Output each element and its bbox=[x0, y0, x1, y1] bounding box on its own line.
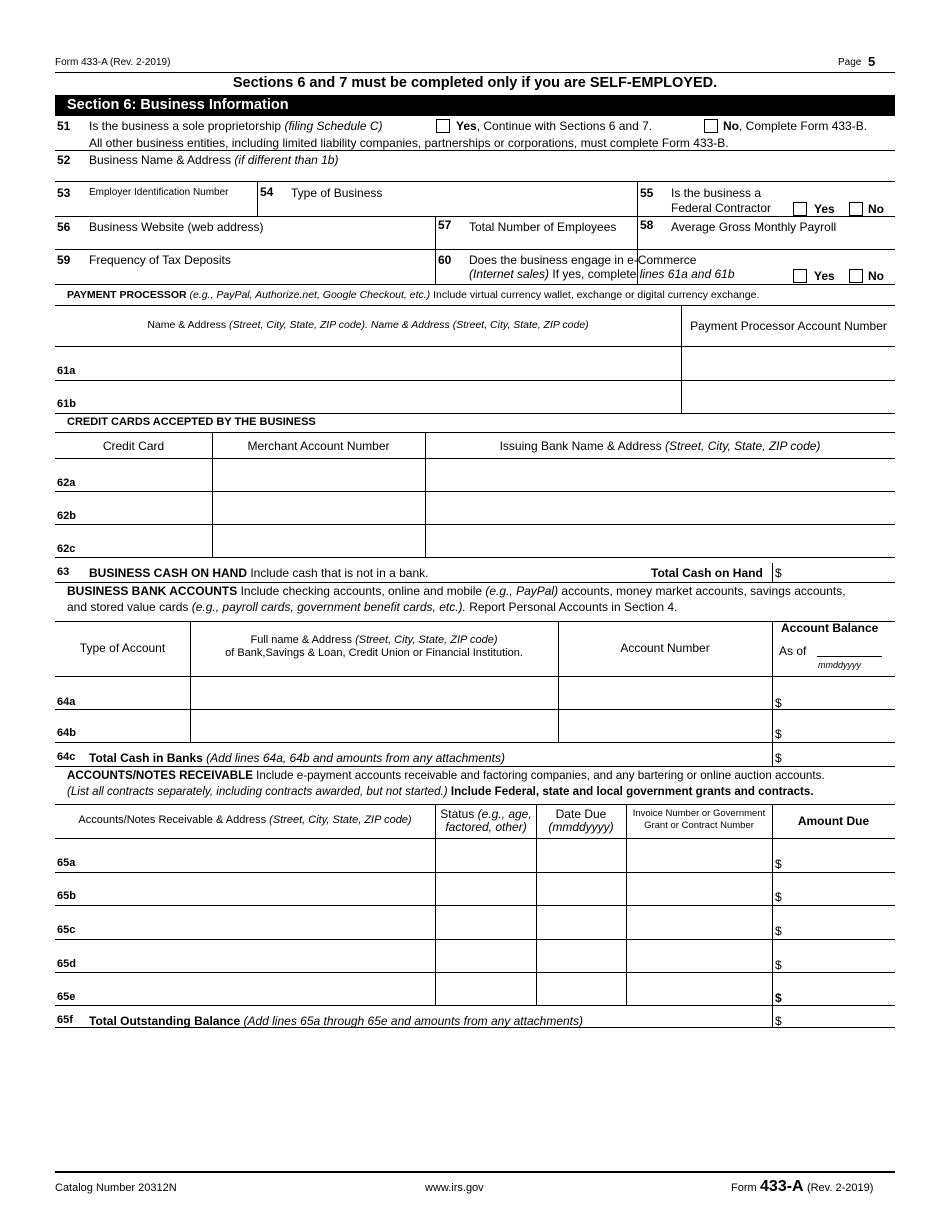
divider bbox=[435, 216, 436, 284]
row-label-65a: 65a bbox=[57, 857, 76, 869]
divider bbox=[55, 676, 895, 677]
t: Include checking accounts, online and mobile bbox=[237, 584, 486, 598]
no-desc: , Complete Form 433-B. bbox=[739, 119, 868, 133]
q55-yes-label: Yes bbox=[814, 202, 835, 216]
total-cash-on-hand-label: Total Cash on Hand bbox=[651, 566, 763, 580]
ar-text-1 bbox=[67, 770, 825, 782]
divider bbox=[55, 413, 895, 414]
balance-64a-field[interactable]: $ bbox=[775, 696, 782, 710]
amount-65e-field[interactable]: $ bbox=[775, 991, 782, 1005]
payment-processor-heading bbox=[67, 290, 759, 301]
col-merchant-account: Merchant Account Number bbox=[247, 439, 390, 453]
total-outstanding-label bbox=[89, 1015, 583, 1027]
ar-heading: ACCOUNTS/NOTES RECEIVABLE bbox=[67, 769, 253, 782]
col-date-due: Date Due bbox=[555, 807, 607, 821]
q51-number: 51 bbox=[57, 119, 71, 133]
q60-no-checkbox[interactable] bbox=[849, 269, 863, 283]
total-cash-on-hand-field[interactable]: $ bbox=[775, 566, 782, 580]
divider bbox=[55, 305, 895, 306]
q58-label[interactable]: Average Gross Monthly Payroll bbox=[671, 220, 837, 234]
q56-label[interactable]: Business Website (web address) bbox=[89, 220, 264, 234]
row-label-61a: 61a bbox=[57, 365, 76, 377]
col-amount-due: Amount Due bbox=[797, 814, 870, 828]
no-text: No bbox=[723, 119, 739, 133]
col-name-address bbox=[55, 320, 681, 331]
ti: (Street, City, State, ZIP code) bbox=[269, 814, 412, 826]
q60-yes-checkbox[interactable] bbox=[793, 269, 807, 283]
col-status-2: factored, other) bbox=[445, 820, 527, 834]
col-bank-name-1 bbox=[190, 635, 558, 646]
divider bbox=[55, 380, 895, 381]
divider bbox=[55, 972, 895, 973]
yes-text: Yes bbox=[456, 119, 477, 133]
row-label-61b: 61b bbox=[57, 398, 76, 410]
q51-note: All other business entities, including limited liability companies, partnerships or corporations, must complete Form 433-B. bbox=[89, 136, 729, 150]
tb: accounts, money market accounts, savings accounts, bbox=[558, 584, 846, 598]
page-number: 5 bbox=[868, 54, 876, 69]
footer-divider bbox=[55, 1171, 895, 1173]
q54-number: 54 bbox=[260, 185, 274, 199]
bank-heading: BUSINESS BANK ACCOUNTS bbox=[67, 584, 238, 598]
q60-line1: Does the business engage in e-Commerce bbox=[469, 253, 697, 267]
balance-64b-field[interactable]: $ bbox=[775, 727, 782, 741]
tb: Include Federal, state and local government grants and contracts. bbox=[447, 785, 814, 798]
divider bbox=[55, 432, 895, 433]
form-label: Form bbox=[731, 1182, 757, 1194]
q55-no-label: No bbox=[868, 202, 884, 216]
q52-number: 52 bbox=[57, 153, 71, 167]
as-of-date-field[interactable] bbox=[817, 656, 882, 657]
form-footer bbox=[731, 1179, 873, 1195]
divider bbox=[558, 621, 559, 742]
col-processor-account: Payment Processor Account Number bbox=[690, 319, 887, 333]
divider bbox=[55, 346, 895, 347]
divider bbox=[257, 181, 258, 216]
divider bbox=[55, 524, 895, 525]
col-account-number: Account Number bbox=[620, 641, 710, 655]
q51-text: Is the business a sole proprietorship bbox=[89, 119, 282, 133]
total-cash-in-banks-field[interactable]: $ bbox=[775, 751, 782, 765]
col-text: Issuing Bank Name & Address bbox=[499, 439, 662, 453]
q55-no-checkbox[interactable] bbox=[849, 202, 863, 216]
q55-number: 55 bbox=[640, 186, 654, 200]
row-label-62a: 62a bbox=[57, 477, 76, 489]
irs-link[interactable]: www.irs.gov bbox=[425, 1182, 484, 1194]
ti: (e.g., age, bbox=[477, 807, 532, 821]
amount-65b-field[interactable]: $ bbox=[775, 890, 782, 904]
heading-text: PAYMENT PROCESSOR bbox=[67, 289, 187, 301]
t: Accounts/Notes Receivable & Address bbox=[78, 814, 270, 826]
page-label: Page bbox=[838, 57, 862, 68]
divider bbox=[55, 458, 895, 459]
divider bbox=[772, 563, 773, 582]
col-ar-name-address bbox=[55, 815, 435, 826]
q51-yes-checkbox[interactable] bbox=[436, 119, 450, 133]
form-id: Form 433-A (Rev. 2-2019) bbox=[55, 57, 171, 68]
form-revision: (Rev. 2-2019) bbox=[806, 1182, 874, 1194]
divider bbox=[55, 557, 895, 558]
q63-number: 63 bbox=[57, 566, 70, 578]
row-label-62c: 62c bbox=[57, 543, 76, 555]
divider bbox=[55, 72, 895, 73]
q53-number: 53 bbox=[57, 186, 71, 200]
q54-label[interactable]: Type of Business bbox=[291, 186, 383, 200]
q60-italic: (Internet sales) bbox=[469, 267, 550, 281]
amount-65d-field[interactable]: $ bbox=[775, 958, 782, 972]
business-name-field[interactable] bbox=[55, 166, 895, 180]
q60-yes-label: Yes bbox=[814, 269, 835, 283]
col-account-balance: Account Balance bbox=[781, 621, 879, 635]
q53-label[interactable]: Employer Identification Number bbox=[89, 187, 229, 198]
divider bbox=[55, 150, 895, 151]
row-label-64a: 64a bbox=[57, 696, 76, 708]
divider bbox=[55, 709, 895, 710]
q51-italic: (filing Schedule C) bbox=[284, 119, 383, 133]
q51-no-checkbox[interactable] bbox=[704, 119, 718, 133]
tb: Report Personal Accounts in Section 4. bbox=[465, 600, 678, 614]
ar-text-2 bbox=[67, 786, 814, 798]
divider bbox=[55, 621, 895, 622]
heading-desc: Include virtual currency wallet, exchange or digital currency exchange. bbox=[430, 289, 760, 301]
t: Status bbox=[440, 807, 478, 821]
q58-number: 58 bbox=[640, 218, 654, 232]
ti: (e.g., payroll cards, government benefit cards, etc.). bbox=[191, 600, 466, 614]
t: Total Cash in Banks bbox=[89, 751, 203, 765]
col-text: Name & Address bbox=[147, 319, 227, 331]
q59-number: 59 bbox=[57, 253, 71, 267]
divider bbox=[55, 1027, 895, 1028]
col-issuing-bank bbox=[425, 440, 895, 452]
divider bbox=[55, 216, 895, 217]
row-label-65f: 65f bbox=[57, 1014, 73, 1026]
row-label-65b: 65b bbox=[57, 890, 76, 902]
q63-label bbox=[89, 567, 428, 579]
col-status-1 bbox=[436, 808, 536, 820]
col-italic: (Street, City, State, ZIP code) bbox=[661, 439, 821, 453]
t: and stored value cards bbox=[67, 600, 192, 614]
q51-yes-label bbox=[456, 120, 652, 132]
divider bbox=[55, 491, 895, 492]
date-format-hint: mmddyyyy bbox=[818, 660, 862, 670]
section-title: Section 6: Business Information bbox=[67, 97, 289, 113]
q55-line2: Federal Contractor bbox=[671, 201, 772, 215]
heading-italic: (e.g., PayPal, Authorize.net, Google Checkout, etc.) bbox=[186, 289, 431, 301]
total-cash-in-banks-label bbox=[89, 752, 505, 764]
col-italic: (Street, City, State, ZIP code). Name & Address (Street, City, State, ZIP code) bbox=[226, 319, 589, 331]
row-label-65e: 65e bbox=[57, 991, 76, 1003]
t: Include e-payment accounts receivable and factoring companies, and any bartering or online auction accounts. bbox=[252, 769, 825, 782]
q51-no-label bbox=[723, 120, 867, 132]
t: Full name & Address bbox=[250, 634, 356, 646]
credit-cards-heading: CREDIT CARDS ACCEPTED BY THE BUSINESS bbox=[67, 416, 316, 428]
q60-no-label: No bbox=[868, 269, 884, 283]
col-invoice-1: Invoice Number or Government bbox=[632, 808, 766, 819]
amount-65c-field[interactable]: $ bbox=[775, 924, 782, 938]
q56-number: 56 bbox=[57, 220, 71, 234]
divider bbox=[55, 742, 895, 743]
col-date-format: (mmddyyyy) bbox=[548, 820, 614, 834]
row-label-64c: 64c bbox=[57, 751, 76, 763]
bank-accounts-text-1 bbox=[67, 585, 846, 597]
ti: (List all contracts separately, including contracts awarded, but not started.) bbox=[67, 785, 448, 798]
q60-text: If yes, complete bbox=[549, 267, 640, 281]
divider bbox=[55, 582, 895, 583]
page-title: Sections 6 and 7 must be completed only if you are SELF-EMPLOYED. bbox=[232, 75, 718, 91]
q57-label[interactable]: Total Number of Employees bbox=[469, 220, 617, 234]
row-label-64b: 64b bbox=[57, 727, 76, 739]
divider bbox=[55, 766, 895, 767]
divider bbox=[55, 804, 895, 805]
q60-italic2: lines 61a and 61b bbox=[639, 267, 735, 281]
q63-heading: BUSINESS CASH ON HAND bbox=[89, 566, 248, 580]
divider bbox=[55, 249, 895, 250]
divider bbox=[55, 1005, 895, 1006]
bank-accounts-text-2 bbox=[67, 601, 677, 613]
divider bbox=[55, 181, 895, 182]
q59-label[interactable]: Frequency of Tax Deposits bbox=[89, 253, 231, 267]
divider bbox=[55, 872, 895, 873]
form-number: 433-A bbox=[760, 1178, 804, 1195]
q55-yes-checkbox[interactable] bbox=[793, 202, 807, 216]
col-credit-card: Credit Card bbox=[102, 439, 165, 453]
q51-label bbox=[89, 120, 383, 132]
row-label-65d: 65d bbox=[57, 958, 76, 970]
q55-line1: Is the business a bbox=[671, 186, 762, 200]
q63-text: Include cash that is not in a bank. bbox=[247, 566, 429, 580]
ti: (e.g., PayPal) bbox=[485, 584, 559, 598]
ti: (Add lines 64a, 64b and amounts from any attachments) bbox=[202, 751, 505, 765]
q60-number: 60 bbox=[438, 253, 452, 267]
yes-desc: , Continue with Sections 6 and 7. bbox=[476, 119, 653, 133]
col-bank-name-2: of Bank,Savings & Loan, Credit Union or Financial Institution. bbox=[225, 647, 523, 659]
catalog-number: Catalog Number 20312N bbox=[55, 1182, 177, 1194]
ti: (Add lines 65a through 65e and amounts from any attachments) bbox=[240, 1014, 583, 1028]
row-label-62b: 62b bbox=[57, 510, 76, 522]
divider bbox=[55, 939, 895, 940]
row-label-65c: 65c bbox=[57, 924, 76, 936]
amount-65a-field[interactable]: $ bbox=[775, 857, 782, 871]
divider bbox=[55, 905, 895, 906]
divider bbox=[772, 621, 773, 766]
q60-line2 bbox=[469, 268, 735, 280]
ti: (Street, City, State, ZIP code) bbox=[355, 634, 498, 646]
t: Total Outstanding Balance bbox=[89, 1014, 241, 1028]
col-invoice-2: Grant or Contract Number bbox=[644, 820, 754, 831]
q57-number: 57 bbox=[438, 218, 452, 232]
total-outstanding-field[interactable]: $ bbox=[775, 1014, 782, 1028]
q52-text: Business Name & Address bbox=[89, 153, 232, 167]
q52-label bbox=[89, 154, 338, 166]
col-type-of-account: Type of Account bbox=[79, 641, 166, 655]
q52-italic: (if different than 1b) bbox=[234, 153, 339, 167]
divider bbox=[55, 838, 895, 839]
divider bbox=[55, 284, 895, 285]
as-of-label: As of bbox=[779, 644, 807, 658]
